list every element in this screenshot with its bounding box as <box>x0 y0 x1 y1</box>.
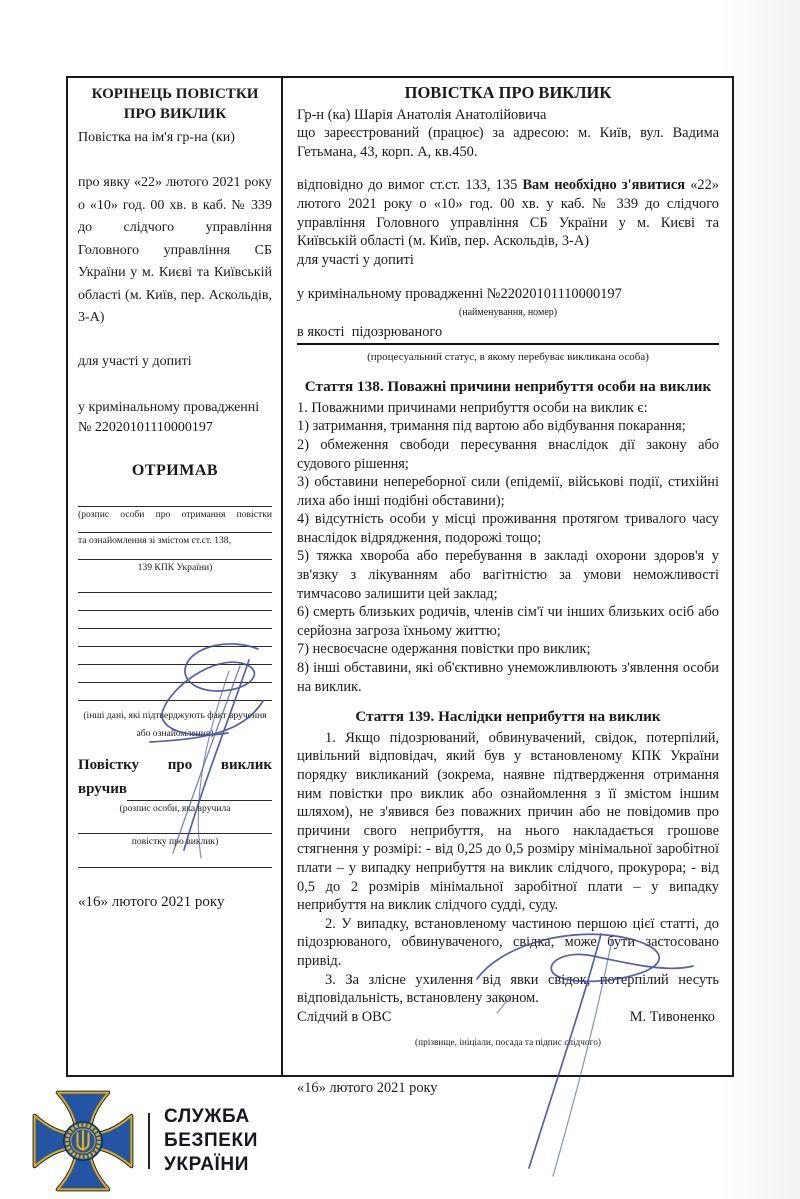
served-word: вручив <box>78 781 127 798</box>
receipt-note: та ознайомлення зі змістом ст.ст. 138, <box>78 535 231 547</box>
summons-purpose: для участі у допиті <box>297 251 414 268</box>
blank-rule-line <box>78 662 272 665</box>
article-139-paragraph: 1. Якщо підозрюваний, обвинувачений, свідок, потерпілий, цивільний відповідач, який був у встановленому КПК України порядку викликаний (зокрема, наявне підтвердження отримання ним повістки про виклик або ознайомлення з її змістом іншим шляхом), не з'явився без поважних причин або не повідомив про причини свого неприбуття, на нього накладається грошове стягнення у розмірі: - від 0,25 до 0,5 розміру мінімальної заробітної плати – у випадку неприбуття на виклик слідчого, прокурора; - від 0,5 до 2 розмірів мінімальної заробітної плати – у випадку неприбуття на виклик слідчого судді, суду. <box>297 729 719 914</box>
requirement-prefix: відповідно до вимог ст.ст. 133, 135 <box>297 177 523 194</box>
appearance-requirement <box>297 176 719 250</box>
article-138-item: 4) відсутність особи у місці проживання протягом тривалого часу внаслідок відрядження, подорожі тощо; <box>297 511 719 546</box>
receipt-note: 139 КПК України) <box>137 561 213 573</box>
article-138-item: 7) несвоєчасне одержання повістки про виклик; <box>297 641 591 658</box>
blank-rule-line <box>78 698 272 701</box>
signature-rule-line <box>78 549 272 560</box>
logo-line: СЛУЖБА <box>164 1106 250 1127</box>
signature-rule-line <box>78 831 272 834</box>
blank-rule-line <box>78 680 272 683</box>
stub-column <box>68 78 283 1075</box>
investigator-signature-block <box>297 1008 719 1100</box>
blank-rule-line <box>78 644 272 647</box>
status-underline <box>297 343 719 345</box>
addressee-address: що зареєстрований (працює) за адресою: м. Київ, вул. Вадима Гетьмана, 43, корп. А, кв.450. <box>297 125 719 160</box>
document-table <box>66 76 734 1096</box>
status-note: (процесуальний статус, в якому перебуває викликана особа) <box>367 350 649 363</box>
stub-purpose: для участі у допиті <box>78 353 192 369</box>
sbu-emblem-icon <box>28 1086 138 1196</box>
summons-column <box>283 78 732 1096</box>
stub-name-line: Повістка на ім'я гр-на (ки) <box>78 130 235 145</box>
served-label: Повістку про виклик <box>78 757 272 774</box>
blank-rule-line <box>78 626 272 629</box>
article-139-paragraph: 3. За злісне ухилення від явки свідок, потерпілий несуть відповідальність, встановлену законом. <box>297 971 719 1007</box>
logo-line: БЕЗПЕКИ <box>164 1130 259 1151</box>
investigator-label: Слідчий в ОВС <box>297 1008 392 1025</box>
served-signature-row <box>78 779 272 801</box>
logo-divider <box>148 1113 150 1169</box>
requirement-rest: «22» лютого 2021 року о «10» год. 00 хв. у каб. № 339 до слідчого управління Головного управління СБ України у м. Києві та Київській області (м. Київ, пер. Аскольдів, 3-А) <box>297 177 719 250</box>
signature-rule-line <box>78 496 272 507</box>
served-note: (розпис особи, яка вручила <box>119 802 231 814</box>
article-139-paragraph: 2. У випадку, встановленому частиною першою цієї статті, до підозрюваного, обвинуваченого, свідка, може бути застосовано привід. <box>297 915 719 969</box>
stub-appearance-text: про явку «22» лютого 2021 року о «10» год. 00 хв. в каб. № 339 до слідчого управління Головного управління СБ України у м. Києві та Київській області (м. Київ, пер. Аскольдів, 3-А) <box>78 175 272 326</box>
article-138-item: 5) тяжка хвороба або перебування в закладі охорони здоров'я у зв'язку з лікуванням або вагітністю за умови неможливості тимчасово залишити цей заклад; <box>297 548 719 602</box>
requirement-bold: Вам необхідно з'явитися <box>522 177 686 194</box>
proceeding-note: (найменування, номер) <box>458 306 558 318</box>
stub-proceeding-number: у кримінальному провадженні № 22020101110000197 <box>78 400 260 436</box>
article-138-item: 3) обставини непереборної сили (епідемії, військові події, стихійні лиха або інші подібні обставини); <box>297 474 719 509</box>
signature-rule-line <box>78 865 272 868</box>
signature-rule-line <box>78 522 272 533</box>
article-139-title: Стаття 139. Наслідки неприбуття на виклик <box>355 708 661 726</box>
stub-title: КОРІНЕЦЬ ПОВІСТКИ ПРО ВИКЛИК <box>91 86 259 122</box>
article-138-item: 8) інші обставини, які об'єктивно унеможливлюють з'явлення особи на виклик. <box>297 660 719 695</box>
summons-date: «16» лютого 2021 року <box>297 1079 438 1096</box>
investigator-row <box>297 1008 719 1027</box>
article-138-title: Стаття 138. Поважні причини неприбуття особи на виклик <box>304 378 712 396</box>
blank-rule-line <box>78 590 272 593</box>
logo-wordmark <box>164 1105 258 1177</box>
stub-date: «16» лютого 2021 року <box>78 893 225 910</box>
article-139-paragraphs <box>297 729 719 1008</box>
investigator-note: (прізвище, ініціали, посада та підпис слідчого) <box>415 1038 601 1049</box>
receipt-note: (розпис особи про отримання повістки <box>78 508 272 520</box>
logo-line: УКРАЇНИ <box>164 1154 249 1175</box>
stub-received-heading: ОТРИМАВ <box>131 461 219 479</box>
served-note: повістку про виклик) <box>131 836 219 848</box>
blank-rule-line <box>78 608 272 611</box>
other-data-note: (інші дані, які підтверджують факт вручення або ознайомлення) <box>83 710 267 740</box>
article-138-item: 6) смерть близьких родичів, членів сім'ї чи інших близьких осіб або серйозна загроза їхньому життю; <box>297 604 719 639</box>
procedural-status: в якості підозрюваного <box>297 323 443 340</box>
proceeding-number: у кримінальному провадженні №22020101110000197 <box>297 286 622 303</box>
article-138-item: 1) затримання, тримання під вартою або відбування покарання; <box>297 418 686 435</box>
summons-title: ПОВІСТКА ПРО ВИКЛИК <box>404 83 612 102</box>
article-138-intro: 1. Поважними причинами неприбуття особи на виклик є: <box>297 399 648 416</box>
article-138-item: 2) обмеження свободи пересування внаслідок дії закону або судового рішення; <box>297 436 719 472</box>
sbu-logo <box>28 1086 258 1196</box>
signature-rule-line <box>127 786 272 801</box>
article-138-items <box>297 417 719 696</box>
investigator-name: М. Тивоненко <box>629 1008 715 1025</box>
addressee-name: Гр-н (ка) Шарія Анатолія Анатолійовича <box>297 106 547 123</box>
